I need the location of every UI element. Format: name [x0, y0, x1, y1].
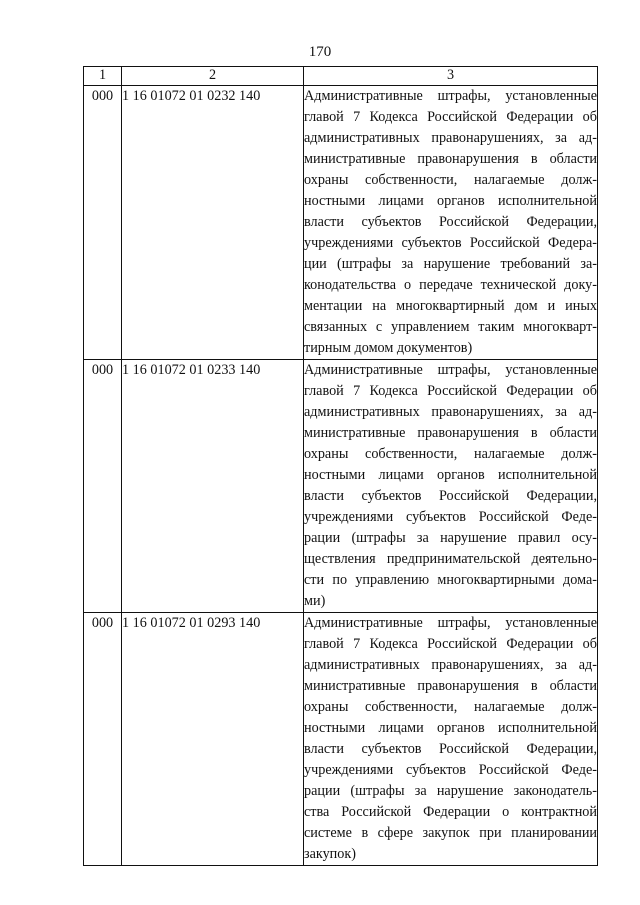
table-row — [84, 86, 598, 360]
description-line: учреждениями субъектов Российской Федера- — [304, 235, 597, 251]
description-line: рации (штрафы за нарушение правил осу- — [304, 530, 597, 546]
description-line: ностными лицами органов исполнительной — [304, 467, 597, 483]
description-line: ностными лицами органов исполнительной — [304, 193, 597, 209]
description-line: ми) — [304, 593, 326, 609]
description-line: власти субъектов Российской Федерации, — [304, 214, 597, 230]
column-header-1: 1 — [84, 67, 122, 86]
description-line: охраны собственности, налагаемые долж- — [304, 172, 597, 188]
description-line: главой 7 Кодекса Российской Федерации об — [304, 636, 597, 652]
description-cell — [304, 86, 598, 360]
description-line: охраны собственности, налагаемые долж- — [304, 699, 597, 715]
table-row — [84, 360, 598, 613]
description-line: ции (штрафы за нарушение требований за- — [304, 256, 597, 272]
description-line: ства Российской Федерации о контрактной — [304, 804, 597, 820]
page-number: 170 — [308, 44, 332, 60]
description-line: охраны собственности, налагаемые долж- — [304, 446, 597, 462]
admin-code-cell: 000 — [84, 86, 122, 360]
description-line: административных правонарушениях, за ад- — [304, 657, 597, 673]
column-header-3: 3 — [304, 67, 598, 86]
description-line: Административные штрафы, установленные — [304, 88, 597, 104]
description-line: рации (штрафы за нарушение законодатель- — [304, 783, 597, 799]
admin-code-cell: 000 — [84, 613, 122, 866]
table-header-row — [84, 67, 598, 86]
description-line: Административные штрафы, установленные — [304, 615, 597, 631]
description-line: министративные правонарушения в области — [304, 151, 597, 167]
admin-code-cell: 000 — [84, 360, 122, 613]
description-line: главой 7 Кодекса Российской Федерации об — [304, 109, 597, 125]
description-line: власти субъектов Российской Федерации, — [304, 741, 597, 757]
description-line: сти по управлению многоквартирными дома- — [304, 572, 597, 588]
description-line: административных правонарушениях, за ад- — [304, 130, 597, 146]
description-line: ществления предпринимательской деятельно- — [304, 551, 597, 567]
description-line: ментации на многоквартирный дом и иных — [304, 298, 597, 314]
table-body — [84, 86, 598, 866]
description-line: учреждениями субъектов Российской Феде- — [304, 509, 597, 525]
description-line: главой 7 Кодекса Российской Федерации об — [304, 383, 597, 399]
description-line: системе в сфере закупок при планировании — [304, 825, 597, 841]
description-line: административных правонарушениях, за ад- — [304, 404, 597, 420]
column-header-2: 2 — [122, 67, 304, 86]
description-line: власти субъектов Российской Федерации, — [304, 488, 597, 504]
description-line: тирным домом документов) — [304, 340, 473, 356]
description-line: ностными лицами органов исполнительной — [304, 720, 597, 736]
description-line: учреждениями субъектов Российской Феде- — [304, 762, 597, 778]
kbk-code-cell: 1 16 01072 01 0293 140 — [122, 613, 304, 866]
budget-classification-table — [83, 66, 598, 866]
description-cell — [304, 613, 598, 866]
kbk-code-cell: 1 16 01072 01 0232 140 — [122, 86, 304, 360]
description-line: закупок) — [304, 846, 356, 862]
description-line: министративные правонарушения в области — [304, 678, 597, 694]
description-line: министративные правонарушения в области — [304, 425, 597, 441]
description-line: Административные штрафы, установленные — [304, 362, 597, 378]
table-row — [84, 613, 598, 866]
kbk-code-cell: 1 16 01072 01 0233 140 — [122, 360, 304, 613]
description-cell — [304, 360, 598, 613]
description-line: связанных с управлением таким многокварт- — [304, 319, 597, 335]
description-line: конодательства о передаче технической доку- — [304, 277, 597, 293]
